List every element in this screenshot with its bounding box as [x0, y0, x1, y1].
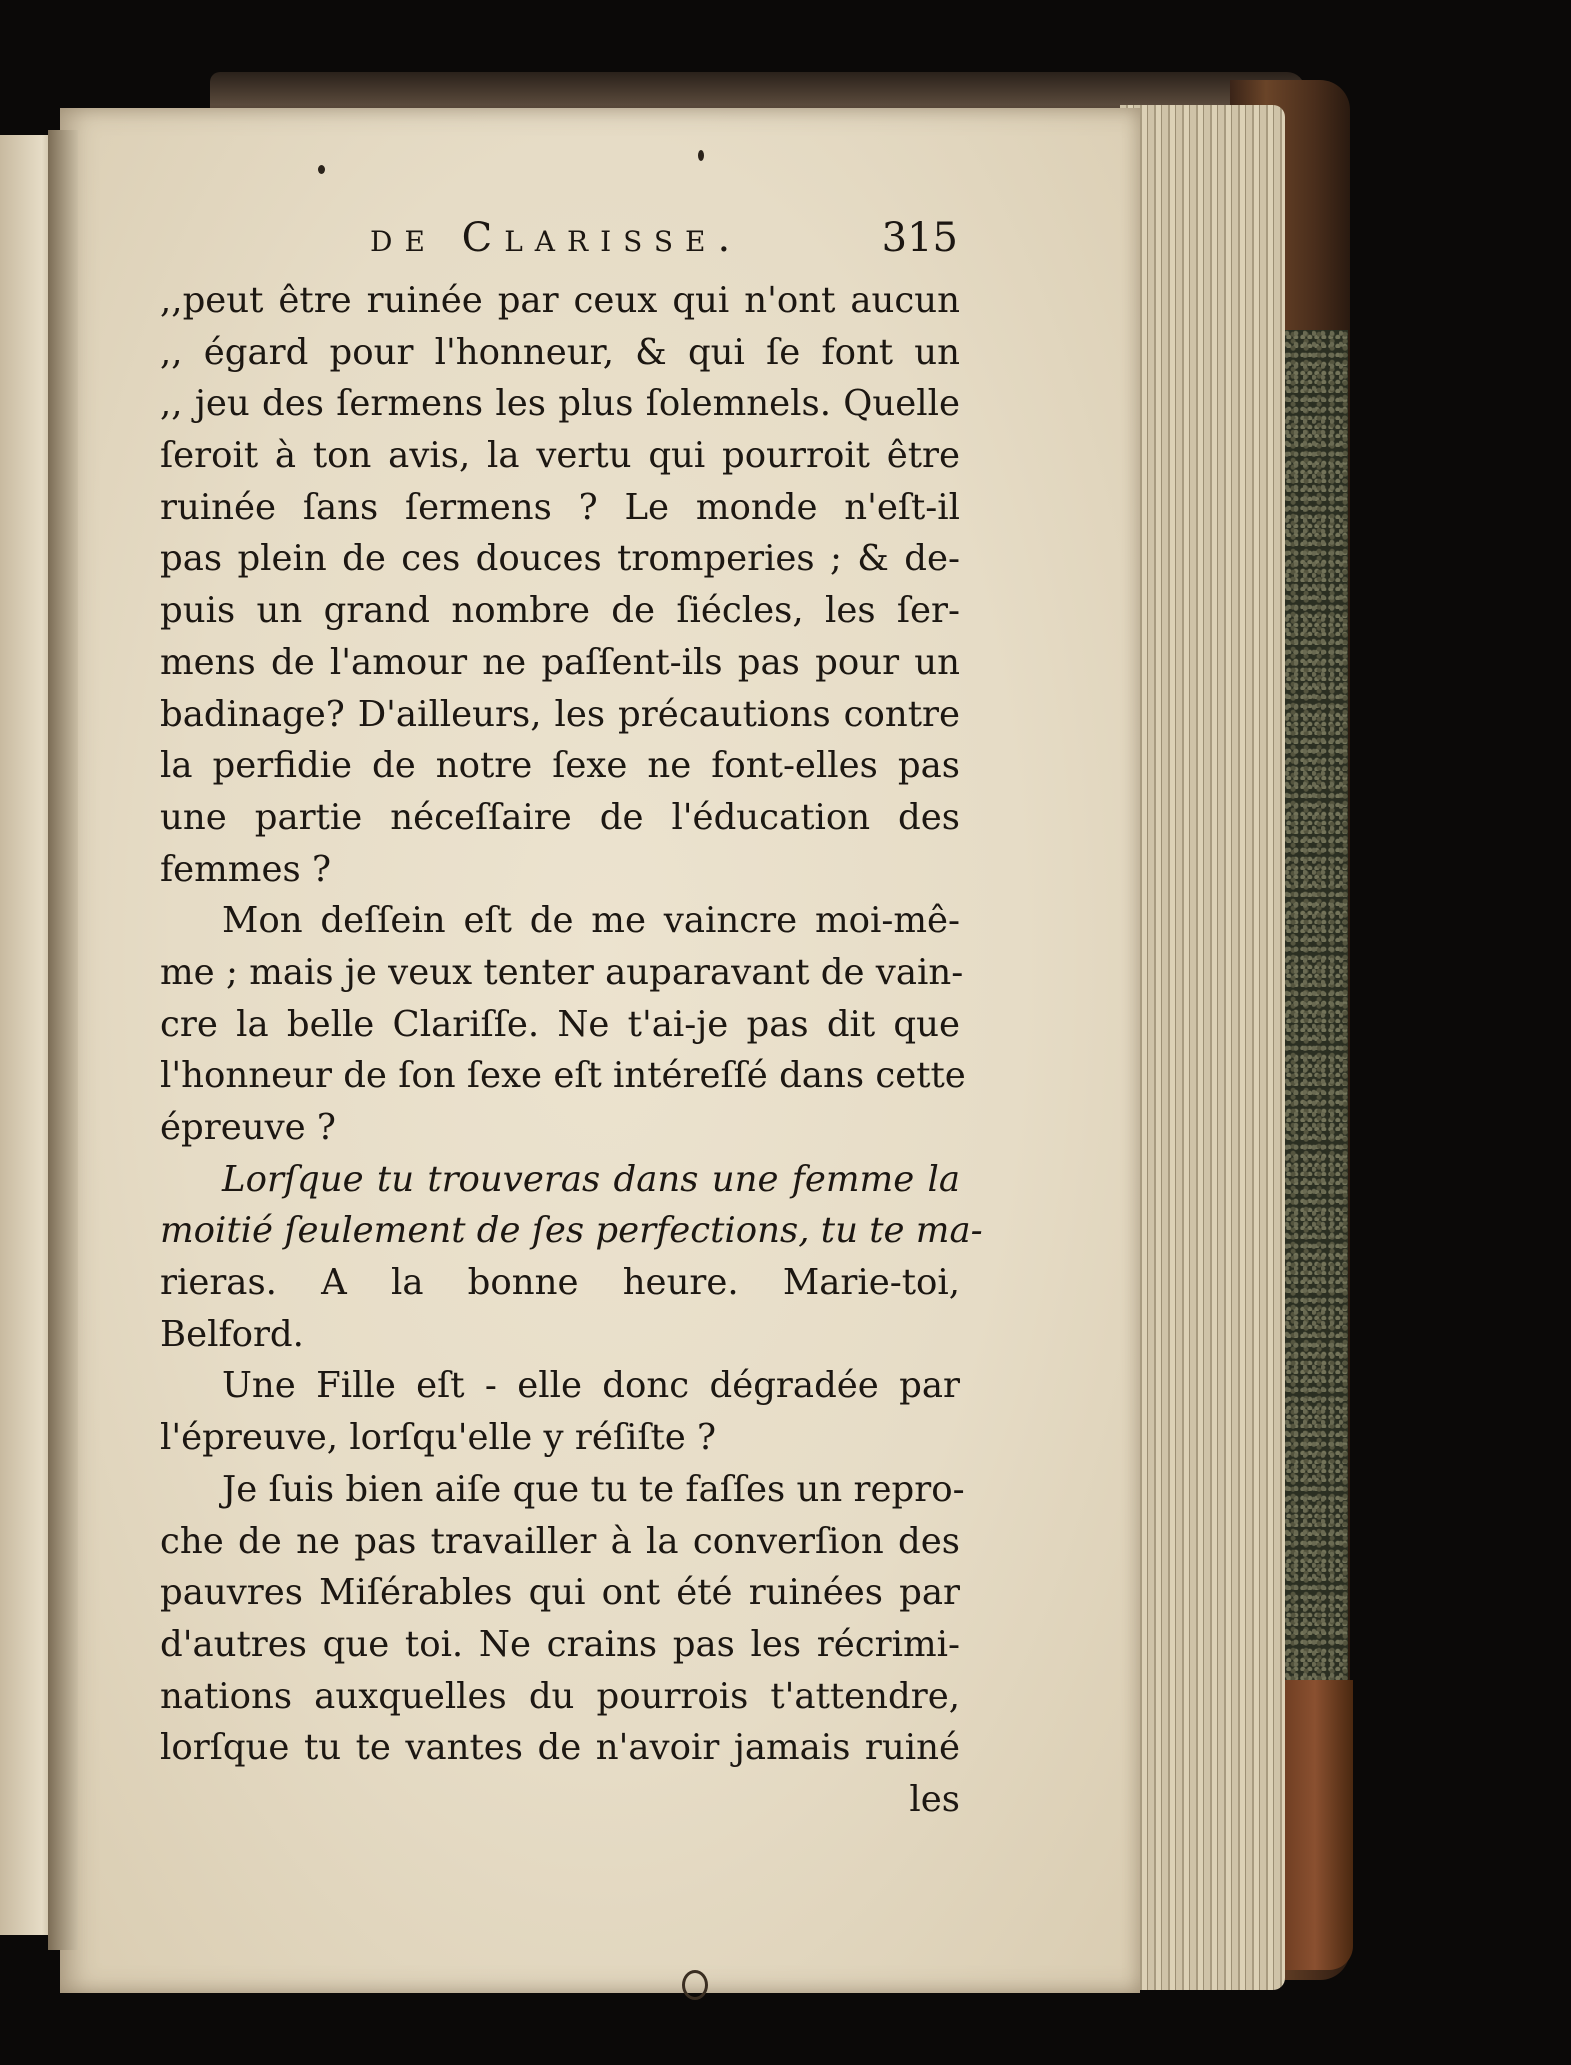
ink-speck: [682, 1970, 708, 2000]
text-line: badinage? D'ailleurs, les précautions contre: [160, 693, 960, 735]
ink-speck: [318, 165, 325, 174]
text-line: les: [909, 1778, 960, 1820]
text-line: Une Fille eſt - elle donc dégradée par: [222, 1365, 960, 1407]
text-line: Lorſque tu trouveras dans une femme la: [222, 1158, 960, 1200]
page-number: 315: [881, 215, 958, 261]
text-line: rieras. A la bonne heure. Marie-toi,: [160, 1262, 960, 1304]
text-line: ,,peut être ruinée par ceux qui n'ont aucun: [160, 280, 960, 321]
text-line: moitié ſeulement de ſes perfections, tu te ma-: [160, 1210, 983, 1252]
text-line: me ; mais je veux tenter auparavant de vain-: [160, 951, 964, 993]
text-line: d'autres que toi. Ne crains pas les récrimi-: [160, 1623, 960, 1665]
text-line: che de ne pas travailler à la converſion des: [160, 1520, 960, 1562]
text-line: l'honneur de ſon ſexe eſt intéreſſé dans cette: [160, 1055, 966, 1097]
page-edges: [1120, 105, 1285, 1990]
text-line: Belford.: [160, 1313, 304, 1355]
text-line: ,, égard pour l'honneur, & qui ſe font un: [160, 331, 960, 373]
text-line: ſeroit à ton avis, la vertu qui pourroit être: [160, 435, 960, 477]
text-line: la perfidie de notre ſexe ne font-elles pas: [160, 745, 960, 787]
text-line: nations auxquelles du pourrois t'attendre,: [160, 1675, 960, 1717]
body-text: [160, 275, 983, 1826]
text-line: épreuve ?: [160, 1107, 336, 1148]
text-line: ruinée ſans ſermens ? Le monde n'eſt-il: [160, 486, 960, 528]
page-header: [370, 215, 970, 265]
text-line: une partie néceſſaire de l'éducation des: [160, 796, 960, 838]
running-title: de Clarisse.: [370, 215, 743, 261]
text-line: l'épreuve, lorſqu'elle y réſiſte ?: [160, 1417, 717, 1459]
text-line: ,, jeu des ſermens les plus ſolemnels. Quelle: [160, 383, 960, 425]
text-line: pas plein de ces douces tromperies ; & de-: [160, 538, 960, 580]
text-line: pauvres Miſérables qui ont été ruinées par: [160, 1572, 960, 1614]
text-line: lorſque tu te vantes de n'avoir jamais ruiné: [160, 1727, 960, 1769]
text-line: mens de l'amour ne paſſent-ils pas pour un: [160, 641, 960, 683]
text-line: cre la belle Clariſſe. Ne t'ai-je pas dit que: [160, 1003, 960, 1045]
text-line: Mon deſſein eſt de me vaincre moi-mê-: [222, 900, 960, 942]
ink-speck: [698, 150, 704, 161]
text-line: femmes ?: [160, 848, 332, 890]
text-line: puis un grand nombre de ſiécles, les ſer-: [160, 590, 960, 632]
text-line: Je ſuis bien aiſe que tu te faſſes un repro-: [222, 1468, 965, 1510]
page-gutter: [48, 130, 78, 1950]
